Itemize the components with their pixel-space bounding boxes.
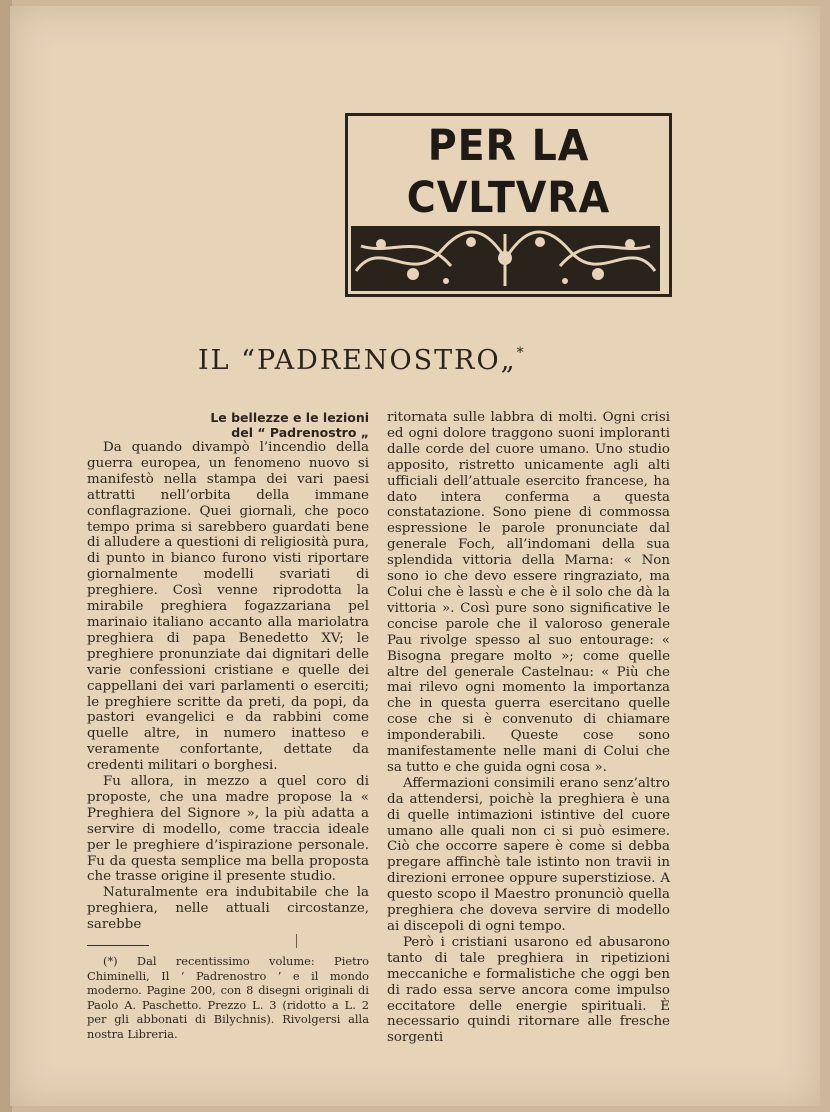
footnote: (*) Dal recentissimo volume: Pietro Chiminelli, Il ‘ Padrenostro ’ e il mondo moderno. Pagine 200, con 8 disegni originali di Paolo A. Paschetto. Prezzo L. 3 (ridotto a L. 2 per gli abbonati di Bilychnis). Rivolgersi alla nostra Libreria. bbox=[87, 954, 369, 1042]
paragraph: Naturalmente era indubitabile che la preghiera, nelle attuali circostanze, sarebbe bbox=[87, 885, 369, 933]
section-heading-line-2: del “ Padrenostro „ bbox=[231, 425, 369, 440]
header-line-1: PER LA CVLTVRA bbox=[406, 121, 611, 223]
right-column bbox=[387, 410, 670, 1046]
paragraph: Però i cristiani usarono ed abusarono tanto di tale preghiera in ripetizioni meccaniche e formalistiche che oggi ben di rado essa serve ancora come impulso eccitatore delle energie spirituali. È necessario quindi ritornare alle fresche sorgenti bbox=[387, 934, 670, 1046]
footnote-marker: * bbox=[516, 345, 526, 361]
magazine-page bbox=[10, 6, 820, 1106]
paragraph: ritornata sulle labbra di molti. Ogni crisi ed ogni dolore traggono suoni imploranti dalle corde del cuore umano. Uno studio apposito, ristretto unicamente agli alti ufficiali dell’attuale esercito francese, ha dato intera conferma a questa constatazione. Sono piene di commossa espressione le parole pronunciate dal generale Foch, all’indomani della sua splendida vittoria della Marna: « Non sono io che devo essere ringraziato, ma Colui che è lassù e che è il solo che dà la vittoria ». Così pure sono significative le concise parole che il valoroso generale Pau rivolge spesso al suo entourage: « Bisogna pregare molto »; come quelle altre del generale Castelnau: « Più che mai rilevo ogni momento la importanza che in questa guerra esercitano quelle cose che si è convenuto di chiamare imponderabili. Queste cose sono manifestamente nelle mani di Colui che sa tutto e che guida ogni cosa ». bbox=[387, 410, 670, 775]
paragraph: Affermazioni consimili erano senz’altro da attendersi, poichè la preghiera è una di quelle intimazioni istintive del cuore umano alle quali non ci si può esimere. Ciò che occorre sapere è come si debba pregare affinchè tale istinto non travii in direzioni erronee oppure superstiziose. A questo scopo il Maestro pronunciò quella preghiera che doveva servire di modello ai discepoli di ogni tempo. bbox=[387, 775, 670, 934]
paragraph: Da quando divampò l’incendio della guerra europea, un fenomeno nuovo si manifestò nella stampa dei vari paesi attratti nell’orbita della immane conflagrazione. Quei giornali, che poco tempo prima si sarebbero guardati bene di alludere a questioni di religiosità pura, di punto in bianco furono visti riportare giornalmente modelli svariati di preghiere. Così venne riprodotta la mirabile preghiera fogazzariana pel marinaio italiano accanto alla mariolatra preghiera di papa Benedetto XV; le preghiere pronunziate dai dignitari delle varie confessioni cristiane e quelle dei cappellani dei vari parlamenti o eserciti; le preghiere scritte da preti, da popi, da pastori evangelici e da rabbini come quelle altre, in numero inatteso e veramente confortante, dettate da credenti militari o borghesi. bbox=[87, 440, 370, 774]
section-heading-line-1: Le bellezze e le lezioni bbox=[210, 410, 369, 425]
paragraph: Fu allora, in mezzo a quel coro di proposte, che una madre propose la « Preghiera del Signore », la più adatta a servire di modello, come traccia ideale per le preghiere d’ispirazione personale. Fu da questa semplice ma bella proposta che trasse origine il presente studio. bbox=[87, 774, 369, 885]
footnote-divider bbox=[87, 945, 149, 946]
article-title bbox=[198, 345, 628, 376]
section-heading bbox=[87, 410, 369, 440]
left-column bbox=[87, 410, 369, 1042]
floral-ornament bbox=[351, 226, 660, 291]
print-mark bbox=[296, 934, 297, 948]
section-header-box bbox=[345, 113, 672, 297]
article-title-text: IL “PADRENOSTRO„ bbox=[198, 345, 517, 376]
